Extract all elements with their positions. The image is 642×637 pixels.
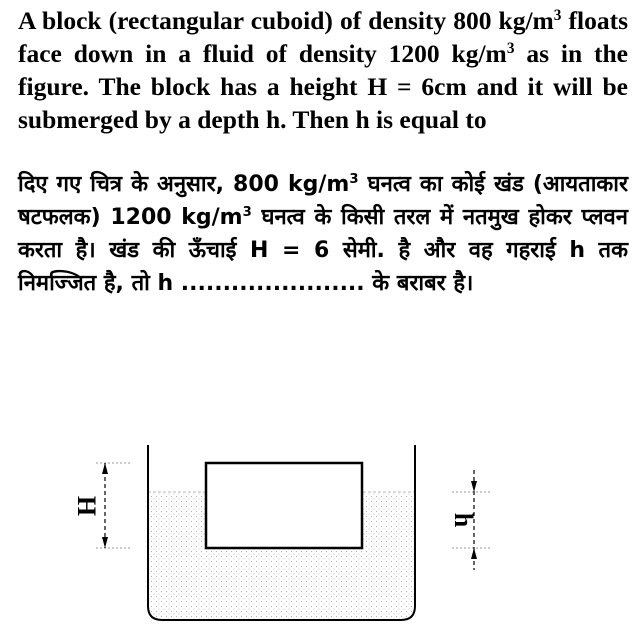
exponent: 3 [242, 205, 252, 221]
question-hindi-part3: घनत्व के किसी तरल में नतमुख होकर प्लवन करता है। खंड की ऊँचाई H = 6 सेमी. है और वह गहराई h तक निमज्जित है, तो h ...................... के बराबर है। [18, 205, 628, 296]
arrowhead-up-icon [102, 463, 108, 474]
question-english-part1: A block (rectangular cuboid) of density 800 kg/m [18, 6, 554, 35]
arrowhead-down-icon [471, 481, 477, 492]
exponent: 3 [349, 172, 359, 188]
floating-block-figure [60, 430, 510, 630]
block [206, 463, 362, 548]
arrowhead-up-icon [471, 548, 477, 559]
question-hindi [18, 168, 628, 300]
arrowhead-down-icon [102, 537, 108, 548]
question-english-part3: as in the figure. The block has a height H = 6cm and it will be submerged by a depth h. Then h is equal to [18, 39, 628, 134]
label-H: H [72, 495, 101, 517]
question-hindi-part1: दिए गए चित्र के अनुसार, 800 kg/m [18, 172, 350, 197]
question-english [18, 4, 628, 136]
exponent: 3 [506, 39, 515, 57]
exponent: 3 [553, 6, 562, 24]
question-english-part2: floats face down in a fluid of density 1200 kg/m [18, 6, 628, 68]
label-h: h [449, 512, 478, 528]
question-hindi-part2: घनत्व का कोई खंड (आयताकार षटफलक) 1200 kg/m [18, 172, 628, 230]
